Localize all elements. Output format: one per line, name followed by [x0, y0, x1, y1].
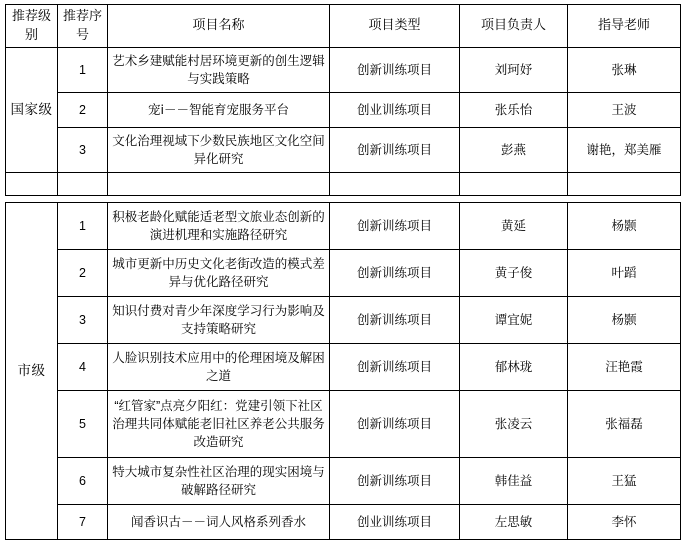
row-project-type: 创新训练项目 — [330, 390, 460, 457]
row-project-type: 创业训练项目 — [330, 92, 460, 127]
table-row — [6, 296, 681, 343]
table-row — [6, 47, 681, 92]
column-header-leader: 项目负责人 — [460, 5, 568, 48]
row-no: 4 — [58, 343, 108, 390]
table-row — [6, 390, 681, 457]
row-no: 1 — [58, 47, 108, 92]
row-leader: 谭宜妮 — [460, 296, 568, 343]
spacer-cell — [460, 172, 568, 195]
row-teacher: 王猛 — [568, 457, 681, 504]
row-leader: 张乐怡 — [460, 92, 568, 127]
row-project-name: “红管家”点亮夕阳红：党建引领下社区治理共同体赋能老旧社区养老公共服务改造研究 — [108, 390, 330, 457]
column-header-type: 项目类型 — [330, 5, 460, 48]
group-label-national-text: 国家级 — [10, 101, 53, 117]
row-leader: 左思敏 — [460, 504, 568, 539]
spacer-cell — [58, 172, 108, 195]
row-teacher: 李怀 — [568, 504, 681, 539]
row-project-name: 闻香识古－－词人风格系列香水 — [108, 504, 330, 539]
row-project-name: 人脸识别技术应用中的伦理困境及解困之道 — [108, 343, 330, 390]
group-label-national — [6, 47, 58, 172]
row-project-type: 创新训练项目 — [330, 457, 460, 504]
table-row — [6, 92, 681, 127]
row-no: 1 — [58, 202, 108, 249]
row-leader: 黄延 — [460, 202, 568, 249]
row-no: 3 — [58, 296, 108, 343]
row-project-type: 创新训练项目 — [330, 127, 460, 172]
row-teacher: 汪艳霞 — [568, 343, 681, 390]
table-row — [6, 343, 681, 390]
row-no: 2 — [58, 249, 108, 296]
row-teacher: 王波 — [568, 92, 681, 127]
row-leader: 彭燕 — [460, 127, 568, 172]
row-leader: 郁林珑 — [460, 343, 568, 390]
row-project-type: 创新训练项目 — [330, 296, 460, 343]
row-teacher: 张琳 — [568, 47, 681, 92]
row-project-type: 创业训练项目 — [330, 504, 460, 539]
table-header-row — [6, 5, 681, 48]
municipal-level-table — [5, 202, 681, 540]
table-row — [6, 504, 681, 539]
row-project-name: 宠ⅰ－－智能育宠服务平台 — [108, 92, 330, 127]
column-header-no: 推荐序号 — [58, 5, 108, 48]
row-project-name: 知识付费对青少年深度学习行为影响及支持策略研究 — [108, 296, 330, 343]
national-level-table — [5, 4, 681, 196]
table-spacer-row — [6, 172, 681, 195]
row-no: 5 — [58, 390, 108, 457]
row-teacher: 杨颢 — [568, 202, 681, 249]
spacer-cell — [108, 172, 330, 195]
spacer-cell — [330, 172, 460, 195]
table-row — [6, 127, 681, 172]
spacer-cell — [6, 172, 58, 195]
spacer-cell — [568, 172, 681, 195]
row-leader: 韩佳益 — [460, 457, 568, 504]
column-header-level: 推荐级别 — [6, 5, 58, 48]
row-project-name: 城市更新中历史文化老街改造的模式差异与优化路径研究 — [108, 249, 330, 296]
row-project-type: 创新训练项目 — [330, 202, 460, 249]
row-no: 7 — [58, 504, 108, 539]
row-project-type: 创新训练项目 — [330, 47, 460, 92]
row-leader: 黄子俊 — [460, 249, 568, 296]
group-label-municipal-text: 市级 — [17, 362, 46, 378]
table-row — [6, 249, 681, 296]
row-project-name: 特大城市复杂性社区治理的现实困境与破解路径研究 — [108, 457, 330, 504]
row-project-name: 积极老龄化赋能适老型文旅业态创新的演进机理和实施路径研究 — [108, 202, 330, 249]
row-teacher: 叶蹈 — [568, 249, 681, 296]
column-header-name: 项目名称 — [108, 5, 330, 48]
row-project-type: 创新训练项目 — [330, 249, 460, 296]
column-header-teacher: 指导老师 — [568, 5, 681, 48]
row-project-name: 艺术乡建赋能村居环境更新的创生逻辑与实践策略 — [108, 47, 330, 92]
row-no: 3 — [58, 127, 108, 172]
table-row — [6, 457, 681, 504]
row-leader: 刘珂妤 — [460, 47, 568, 92]
row-project-name: 文化治理视域下少数民族地区文化空间异化研究 — [108, 127, 330, 172]
row-no: 2 — [58, 92, 108, 127]
row-teacher: 杨颢 — [568, 296, 681, 343]
group-label-municipal — [6, 202, 58, 539]
row-teacher: 谢艳，郑美雁 — [568, 127, 681, 172]
row-project-type: 创新训练项目 — [330, 343, 460, 390]
row-no: 6 — [58, 457, 108, 504]
row-teacher: 张福磊 — [568, 390, 681, 457]
table-row — [6, 202, 681, 249]
row-leader: 张凌云 — [460, 390, 568, 457]
